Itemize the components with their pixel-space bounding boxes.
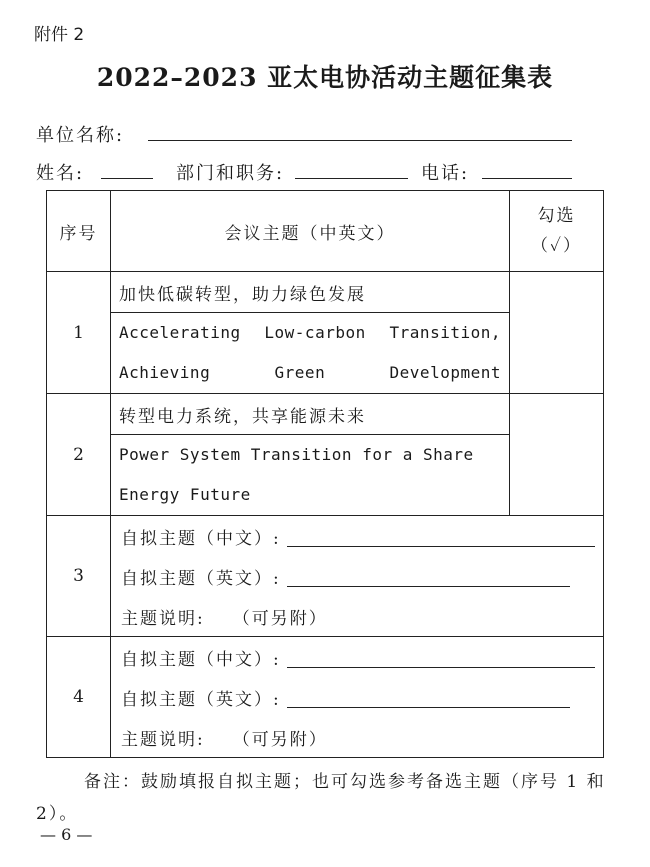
unit-label: 单位名称:: [36, 125, 125, 146]
row-2-no: 2: [47, 394, 111, 516]
row-2-topic-zh: 转型电力系统，共享能源未来: [111, 395, 509, 435]
dept-label: 部门和职务:: [176, 163, 285, 184]
phone-label: 电话:: [421, 163, 470, 184]
row-3-zh-line: [111, 516, 603, 556]
dept-input[interactable]: [295, 160, 408, 179]
topic-table: [46, 190, 604, 758]
row-3-no: 3: [47, 516, 111, 637]
row-2-topic-en-text: Power System Transition for a Share Energy Future: [119, 444, 474, 504]
row-4-desc-label: 主题说明:: [121, 729, 205, 750]
row-1-topic-en-text: Accelerating Low-carbon Transition, Achieving Green Development: [119, 322, 501, 382]
row-4-en-input[interactable]: [287, 687, 570, 708]
page-title: 2022–2023 亚太电协活动主题征集表: [96, 63, 554, 92]
header-check: [510, 191, 604, 272]
row-3-desc-note: （可另附）: [232, 608, 328, 629]
row-4-custom: [111, 637, 604, 758]
unit-input[interactable]: [148, 122, 572, 141]
row-4-desc-note: （可另附）: [232, 729, 328, 750]
header-check-mark: （✓）: [531, 236, 582, 256]
attachment-label: 附件 2: [34, 25, 85, 45]
row-3-en-line: [111, 556, 603, 596]
header-topic: 会议主题（中英文）: [111, 191, 510, 272]
table-row: [47, 272, 604, 394]
row-3-zh-input[interactable]: [287, 526, 595, 547]
row-4-no: 4: [47, 637, 111, 758]
row-2-topic: [111, 394, 510, 516]
row-2-check-cell[interactable]: [510, 394, 604, 516]
row-4-zh-input[interactable]: [287, 647, 595, 668]
row-2-topic-en: [111, 435, 509, 515]
row-3-zh-label: 自拟主题（中文）:: [121, 528, 281, 549]
table-header-row: [47, 191, 604, 272]
row-3-desc-line: [111, 596, 603, 636]
header-no: 序号: [47, 191, 111, 272]
row-4-en-label: 自拟主题（英文）:: [121, 689, 281, 710]
row-3-desc-label: 主题说明:: [121, 608, 205, 629]
phone-input[interactable]: [482, 160, 572, 179]
footnote: 备注：鼓励填报自拟主题；也可勾选参考备选主题（序号 1 和 2）。: [36, 772, 606, 824]
row-4-zh-label: 自拟主题（中文）:: [121, 649, 281, 670]
row-3-en-input[interactable]: [287, 566, 570, 587]
name-label: 姓名:: [36, 163, 85, 184]
row-1-topic-en: [111, 313, 509, 393]
row-1-no: 1: [47, 272, 111, 394]
row-1-topic-zh: 加快低碳转型，助力绿色发展: [111, 273, 509, 313]
row-4-desc-line: [111, 717, 603, 757]
name-input[interactable]: [101, 160, 153, 179]
table-row: [47, 637, 604, 758]
page-number: — 6 —: [40, 825, 93, 844]
row-3-custom: [111, 516, 604, 637]
row-4-en-line: [111, 677, 603, 717]
row-1-topic: [111, 272, 510, 394]
row-4-zh-line: [111, 637, 603, 677]
row-3-en-label: 自拟主题（英文）:: [121, 568, 281, 589]
header-check-title: 勾选: [537, 206, 576, 226]
table-row: [47, 394, 604, 516]
row-1-check-cell[interactable]: [510, 272, 604, 394]
table-row: [47, 516, 604, 637]
